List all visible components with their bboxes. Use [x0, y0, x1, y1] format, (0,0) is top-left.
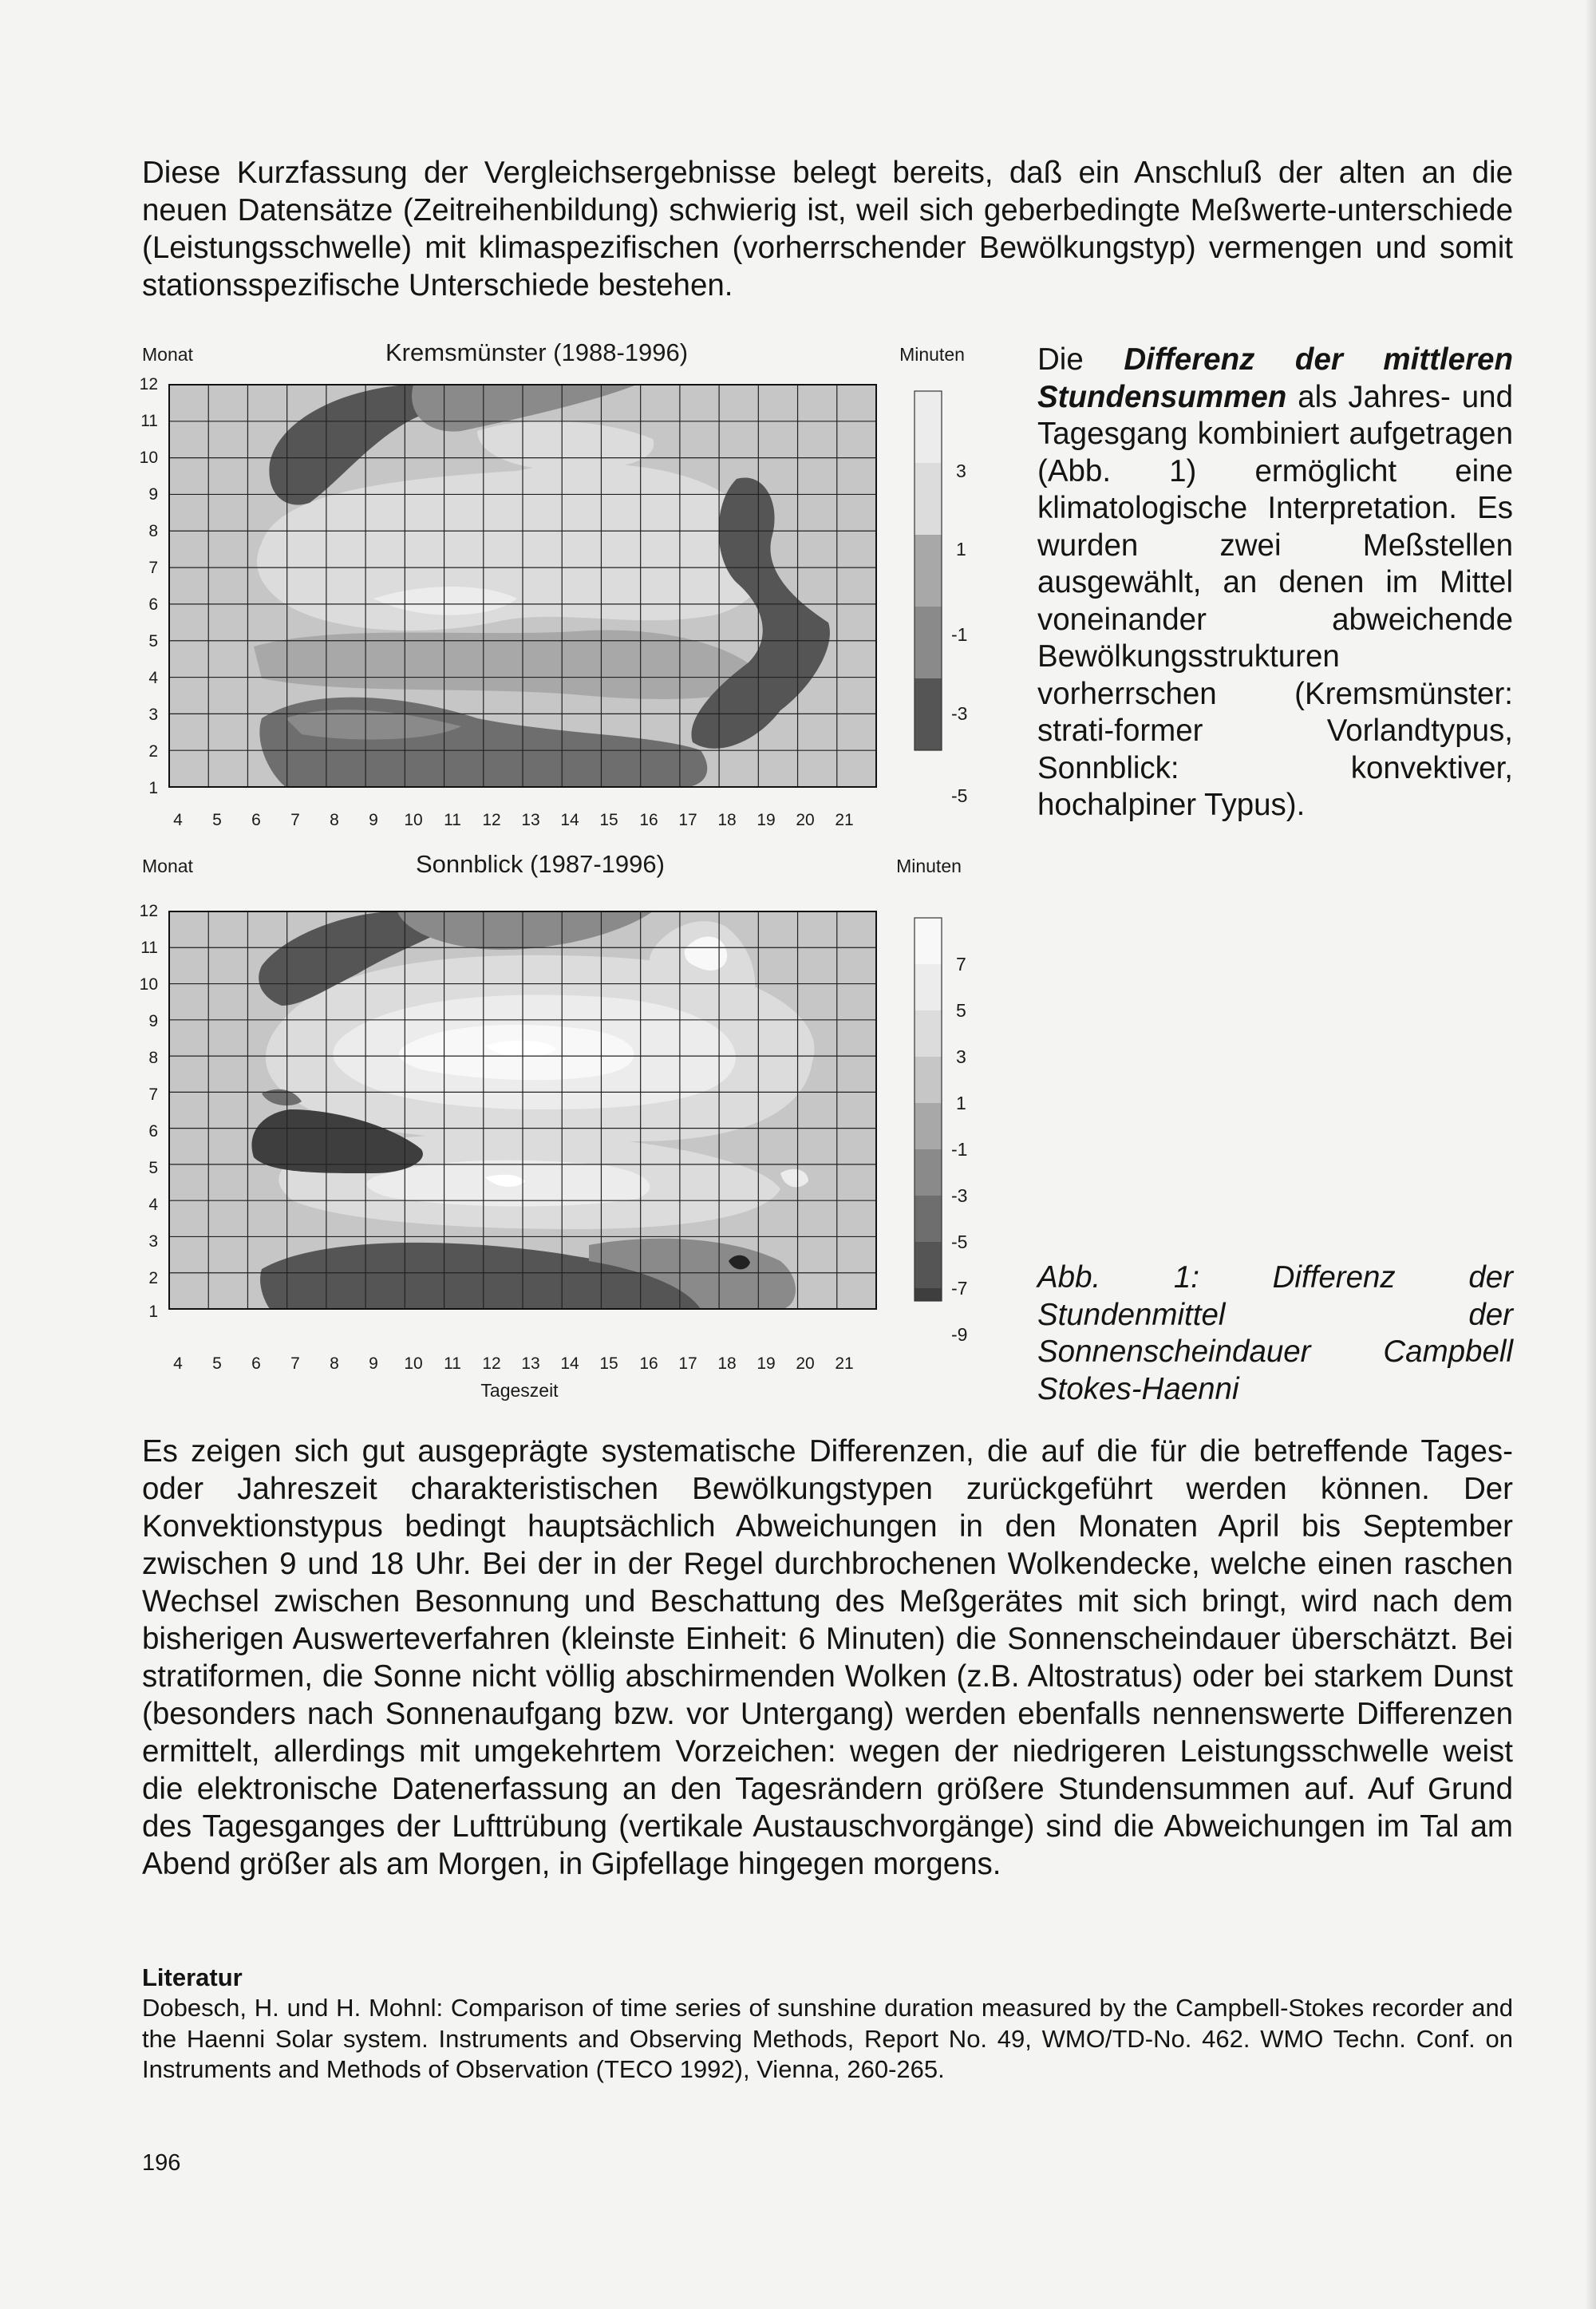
- chart-b-ytick: 10: [139, 975, 158, 994]
- chart-b-xtick: 20: [796, 1354, 815, 1373]
- legend-a-swatch-neg3: [915, 607, 942, 678]
- chart-a-xtick: 15: [599, 811, 618, 829]
- legend-b-label: 5: [956, 1000, 966, 1021]
- chart-b-xtick: 19: [757, 1354, 776, 1373]
- chart-b-ytick: 1: [148, 1303, 158, 1321]
- chart-b-ytick: 8: [148, 1049, 158, 1067]
- chart-kremsmuenster: [140, 338, 968, 829]
- chart-a-xtick: 20: [796, 811, 815, 829]
- legend-b-swatch-neg9: [915, 1288, 942, 1301]
- legend-a-label: -3: [951, 703, 968, 724]
- legend-a-label: 1: [956, 539, 966, 559]
- chart-a-xtick: 16: [639, 811, 658, 829]
- chart-b-ytick: 11: [140, 939, 158, 957]
- chart-b-xtick: 9: [369, 1354, 378, 1373]
- legend-b-swatch-neg1: [915, 1103, 942, 1149]
- legend-b-swatch-pos5: [915, 964, 942, 1010]
- chart-a-ytick: 6: [148, 595, 158, 614]
- legend-b-swatch-pos7: [915, 918, 942, 964]
- side-text-rest: als Jahres- und Tagesgang kombiniert aufgetragen (Abb. 1) ermöglicht eine klimatologische Interpretation. Es wurden zwei Meßstellen ausgewählt, an denen im Mittel voneinander abweichende Bewölkungsstrukturen vorherrschen (Kremsmünster: strati-former Vorlandtypus, Sonnblick: konvektiver, hochalpiner Typus).: [1037, 379, 1513, 822]
- chart-b-xtick: 11: [444, 1354, 461, 1373]
- chart-a-xtick: 5: [212, 811, 222, 829]
- legend-b-label: -9: [951, 1324, 968, 1345]
- chart-a-ytick: 7: [148, 559, 158, 577]
- chart-a-xtick: 18: [717, 811, 737, 829]
- legend-b-label: -1: [951, 1139, 968, 1160]
- chart-b-ytick: 5: [148, 1159, 158, 1177]
- literature-heading: Literatur: [142, 1963, 243, 1991]
- chart-a-xtick: 4: [173, 811, 183, 829]
- chart-a-xtick: 21: [835, 811, 854, 829]
- chart-b-ytick: 7: [148, 1085, 158, 1104]
- legend-a-label: -1: [951, 624, 968, 645]
- chart-a-title: Kremsmünster (1988-1996): [385, 338, 689, 366]
- chart-a-legend-title: Minuten: [899, 344, 965, 365]
- legend-a-label: 3: [956, 461, 966, 481]
- chart-sonnblick: [140, 850, 968, 1401]
- legend-b-swatch-neg7: [915, 1242, 942, 1288]
- chart-b-title: Sonnblick (1987-1996): [416, 850, 665, 878]
- chart-b-legend: [915, 918, 967, 1345]
- chart-b-ytick: 3: [148, 1232, 158, 1251]
- chart-a-xticks: [173, 811, 854, 829]
- chart-a-xtick: 14: [560, 811, 579, 829]
- legend-b-swatch-neg5: [915, 1196, 942, 1242]
- legend-b-label: -3: [951, 1185, 968, 1206]
- chart-b-yticks: [140, 902, 159, 1321]
- chart-a-xtick: 9: [369, 811, 378, 829]
- chart-b-xtick: 6: [251, 1354, 261, 1373]
- chart-b-xtick: 17: [678, 1354, 697, 1373]
- chart-b-xtick: 5: [212, 1354, 222, 1373]
- legend-a-swatch-neg1: [915, 535, 942, 607]
- chart-a-xtick: 13: [521, 811, 540, 829]
- chart-a-ytick: 4: [148, 669, 158, 687]
- chart-b-xtick: 10: [404, 1354, 423, 1373]
- chart-a-xtick: 8: [330, 811, 339, 829]
- chart-a-xtick: 17: [678, 811, 697, 829]
- legend-b-swatch-neg3: [915, 1149, 942, 1196]
- page-number: 196: [142, 2150, 181, 2176]
- chart-b-xtick: 8: [330, 1354, 339, 1373]
- legend-a-label: -5: [951, 785, 968, 806]
- chart-a-xtick: 7: [290, 811, 300, 829]
- chart-b-xlabel: Tageszeit: [480, 1380, 559, 1401]
- chart-b-ytick: 9: [148, 1012, 158, 1030]
- chart-b-xtick: 18: [717, 1354, 737, 1373]
- chart-a-ytick: 2: [148, 742, 158, 761]
- chart-a-ytick: 8: [148, 522, 158, 540]
- chart-b-ytick: 2: [148, 1269, 158, 1287]
- paragraph-discussion: Es zeigen sich gut ausgeprägte systematische Differenzen, die auf die für die betreffende Tages- oder Jahreszeit charakteristischen Bewölkungstypen zurückgeführt werden können. Der Konvektionstypus bedingt hauptsächlich Abweichungen in den Monaten April bis September zwischen 9 und 18 Uhr. Bei der in der Regel durchbrochenen Wolkendecke, welche einen raschen Wechsel zwischen Besonnung und Beschattung des Meßgerätes mit sich bringt, wird nach dem bisherigen Auswerteverfahren (kleinste Einheit: 6 Minuten) die Sonnenscheindauer überschätzt. Bei stratiformen, die Sonne nicht völlig abschirmenden Wolken (z.B. Altostratus) oder bei starkem Dunst (besonders nach Sonnenaufgang bzw. vor Untergang) werden ebenfalls nennenswerte Differenzen ermittelt, allerdings mit umgekehrtem Vorzeichen: wegen der niedrigeren Leistungsschwelle weist die elektronische Datenerfassung an den Tagesrändern größere Stundensummen auf. Auf Grund des Tagesganges der Lufttrübung (vertikale Austauschvorgänge) sind die Abweichungen im Tal am Abend größer als am Morgen, in Gipfellage hingegen morgens.: [142, 1434, 1513, 1881]
- legend-b-label: -5: [951, 1232, 968, 1252]
- paragraph-intro: Diese Kurzfassung der Vergleichsergebnisse belegt bereits, daß ein Anschluß der alten an die neuen Datensätze (Zeitreihenbildung) schwierig ist, weil sich geberbedingte Meßwerte-unterschiede (Leistungsschwelle) mit klimaspezifischen (vorherrschender Bewölkungstyp) vermengen und somit stationsspezifische Unterschiede bestehen.: [142, 156, 1513, 302]
- chart-b-xtick: 16: [639, 1354, 658, 1373]
- chart-a-ylabel: Monat: [142, 344, 193, 365]
- legend-a-swatch-pos3: [915, 391, 942, 463]
- literature-reference: Dobesch, H. und H. Mohnl: Comparison of time series of sunshine duration measured by the Campbell-Stokes recorder and the Haenni Solar system. Instruments and Observing Methods, Report No. 49, WMO/TD-No. 462. WMO Techn. Conf. on Instruments and Methods of Observation (TECO 1992), Vienna, 260-265.: [142, 1994, 1513, 2083]
- chart-b-xtick: 13: [521, 1354, 540, 1373]
- chart-a-ytick: 12: [139, 375, 158, 393]
- side-text-intro: Die: [1037, 342, 1084, 377]
- chart-a-ytick: 10: [139, 449, 158, 467]
- legend-b-label: 7: [956, 954, 966, 975]
- page-edge-shadow: [1585, 0, 1596, 2309]
- chart-a-yticks: [140, 375, 159, 797]
- legend-a-swatch-pos1: [915, 463, 942, 535]
- chart-b-xtick: 4: [173, 1354, 183, 1373]
- chart-b-legend-title: Minuten: [896, 856, 962, 876]
- chart-b-xticks: [173, 1354, 854, 1373]
- chart-a-xtick: 19: [757, 811, 776, 829]
- legend-b-label: 1: [956, 1093, 966, 1113]
- legend-a-swatch-neg5: [915, 678, 942, 750]
- legend-b-label: -7: [951, 1278, 968, 1299]
- chart-a-xtick: 11: [444, 811, 461, 829]
- figure-caption: Abb. 1: Differenz der Stundenmittel der Sonnenscheindauer Campbell Stokes-Haenni: [1037, 1260, 1513, 1406]
- chart-a-ytick: 3: [148, 706, 158, 724]
- chart-a-ytick: 9: [148, 485, 158, 504]
- figure-1: [139, 338, 1004, 1417]
- chart-a-xtick: 10: [404, 811, 423, 829]
- legend-b-label: 3: [956, 1046, 966, 1067]
- chart-b-ytick: 4: [148, 1196, 158, 1214]
- chart-a-xtick: 6: [251, 811, 261, 829]
- legend-b-swatch-pos3: [915, 1010, 942, 1057]
- chart-b-xtick: 21: [835, 1354, 854, 1373]
- chart-b-ytick: 6: [148, 1122, 158, 1141]
- chart-b-ytick: 12: [139, 902, 158, 920]
- chart-b-xtick: 7: [290, 1354, 300, 1373]
- side-text: [1037, 342, 1513, 824]
- chart-b-xtick: 14: [560, 1354, 579, 1373]
- legend-b-swatch-pos1: [915, 1057, 942, 1103]
- chart-b-xtick: 15: [599, 1354, 618, 1373]
- chart-b-xtick: 12: [482, 1354, 501, 1373]
- chart-a-ytick: 1: [148, 779, 158, 797]
- chart-a-legend: [915, 391, 967, 806]
- chart-a-xtick: 12: [482, 811, 501, 829]
- chart-a-ytick: 11: [140, 412, 158, 430]
- chart-b-ylabel: Monat: [142, 856, 193, 876]
- side-text-emphasis: Differenz der mittleren Stundensummen: [1037, 342, 1513, 414]
- chart-a-ytick: 5: [148, 632, 158, 650]
